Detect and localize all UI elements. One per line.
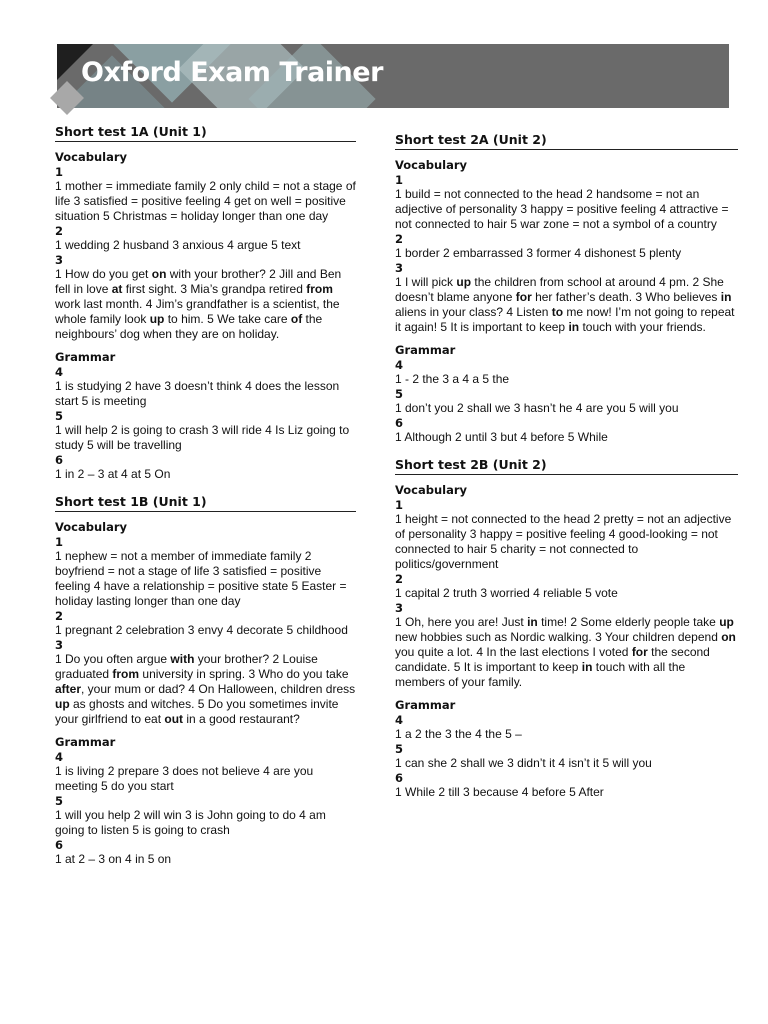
answer-keyword: in [568,320,580,334]
answer-text-part: 1 border 2 embarrassed 3 former 4 dishonest 5 plenty [395,246,682,260]
answer-keyword: after [55,682,82,696]
answer-keyword: in [581,660,593,674]
answer-text-part: 1 Although 2 until 3 but 4 before 5 While [395,430,608,444]
answer-keyword: up [719,615,734,629]
answer-text-part: as ghosts and witches. 5 Do you sometimes invite your girlfriend to eat [55,697,339,726]
answer-text [395,512,738,572]
section-title: Short test 1B (Unit 1) [55,494,356,512]
answer-text-part: 1 nephew = not a member of immediate family 2 boyfriend = not a stage of life 3 satisfied = positive feeling 4 have a relationship = positive state 5 Easter = holiday lasting longer than one day [55,549,347,608]
section-title: Short test 2A (Unit 2) [395,132,738,150]
vocabulary-heading: Vocabulary [55,520,128,534]
exercise-number: 4 [55,750,64,764]
answer-text [395,586,738,601]
answer-text-part: time! 2 Some elderly people take [537,615,720,629]
answer-text [55,852,356,867]
exercise-number: 6 [55,453,64,467]
answer-text [395,275,738,335]
answer-text-part: 1 Oh, here you are! Just [395,615,528,629]
answer-text [55,623,356,638]
vocabulary-heading: Vocabulary [55,150,128,164]
answer-keyword: with [170,652,195,666]
exercise-number: 4 [55,365,64,379]
exercise-number: 6 [395,416,404,430]
answer-text-part: , your mum or dad? 4 On Halloween, children dress [81,682,356,696]
answer-text [395,401,738,416]
answer-keyword: at [111,282,123,296]
answer-text [395,246,738,261]
answer-text-part: 1 wedding 2 husband 3 anxious 4 argue 5 text [55,238,301,252]
grammar-heading: Grammar [55,735,116,749]
answer-text-part: me now! I’m not going to repeat it again! 5 It is important to keep [395,305,735,334]
answer-text [55,764,356,794]
answer-text-part: 1 is studying 2 have 3 doesn’t think 4 does the lesson start 5 is meeting [55,379,340,408]
vocabulary-heading: Vocabulary [395,158,468,172]
answer-text-part: the neighbours’ dog when they are on holiday. [55,312,323,341]
answer-text-part: new hobbies such as Nordic walking. 3 Your children depend [395,630,722,644]
exercise-number: 4 [395,358,404,372]
answer-keyword: on [151,267,167,281]
exercise-number: 6 [55,838,64,852]
exercise-number: 3 [395,601,404,615]
answer-keyword: of [290,312,303,326]
header-banner [57,44,729,108]
answer-text-part: university in spring. 3 Who do you take [139,667,349,681]
exercise-number: 6 [395,771,404,785]
answer-keyword: out [164,712,184,726]
answer-text-part: 1 pregnant 2 celebration 3 envy 4 decorate 5 childhood [55,623,348,637]
exercise-number: 3 [395,261,404,275]
answer-keyword: on [721,630,736,644]
answer-text-part: 1 don’t you 2 shall we 3 hasn’t he 4 are you 5 will you [395,401,679,415]
answer-keyword: up [55,697,70,711]
exercise-number: 1 [55,535,64,549]
answer-text-part: 1 will help 2 is going to crash 3 will ride 4 Is Liz going to study 5 will be travelling [55,423,350,452]
answer-text-part: 1 capital 2 truth 3 worried 4 reliable 5 vote [395,586,618,600]
answer-text-part: 1 at 2 – 3 on 4 in 5 on [55,852,172,866]
answer-text-part: the second candidate. 5 It is important to keep [395,645,710,674]
grammar-heading: Grammar [395,343,456,357]
answer-text [395,727,738,742]
answer-text-part: 1 While 2 till 3 because 4 before 5 After [395,785,604,799]
answer-text-part: her father’s death. 3 Who believes [531,290,721,304]
answer-text [55,423,356,453]
answer-keyword: in [527,615,538,629]
exercise-number: 2 [395,232,404,246]
answer-keyword: from [306,282,333,296]
exercise-number: 3 [55,638,64,652]
answer-keyword: for [515,290,532,304]
answer-text [395,187,738,232]
answer-text [55,238,356,253]
answer-text [395,430,738,445]
answer-text-part: 1 can she 2 shall we 3 didn’t it 4 isn’t it 5 will you [395,756,652,770]
answer-keyword: up [149,312,165,326]
answer-text [395,372,738,387]
exercise-number: 2 [55,609,64,623]
answer-text [395,756,738,771]
answer-text-part: your brother? 2 Louise graduated [55,652,318,681]
answer-text-part: 1 I will pick [395,275,457,289]
answer-keyword: in [720,290,732,304]
answer-text-part: 1 height = not connected to the head 2 pretty = not an adjective of personality 3 happy = positive feeling 4 good-looking = not connected to hair 5 charity = not connected to politics/government [395,512,732,571]
answer-text-part: 1 How do you get [55,267,152,281]
section-short-test-1b [55,494,356,867]
answer-text-part: work last month. 4 Jim’s grandfather is a scientist, the whole family look [55,297,340,326]
answer-text-part: you quite a lot. 4 In the last elections I voted [395,645,632,659]
answer-text [395,785,738,800]
section-title: Short test 2B (Unit 2) [395,457,738,475]
answer-text [55,652,356,727]
answer-text [55,549,356,609]
exercise-number: 5 [395,742,404,756]
answer-text [55,379,356,409]
grammar-heading: Grammar [395,698,456,712]
section-title: Short test 1A (Unit 1) [55,124,356,142]
answer-keyword: up [456,275,472,289]
exercise-number: 5 [395,387,404,401]
section-short-test-1a [55,124,356,482]
answer-text-part: first sight. 3 Mia’s grandpa retired [122,282,307,296]
answer-text [55,467,356,482]
left-column [55,124,356,873]
section-short-test-2b [395,457,738,800]
answer-text-part: touch with all the members of your family. [395,660,686,689]
exercise-number: 3 [55,253,64,267]
answer-text [55,267,356,342]
answer-text-part: touch with your friends. [579,320,706,334]
answer-text-part: 1 Do you often argue [55,652,171,666]
exercise-number: 2 [395,572,404,586]
exercise-number: 5 [55,409,64,423]
answer-text-part: in a good restaurant? [183,712,300,726]
answer-text-part: 1 will you help 2 will win 3 is John going to do 4 am going to listen 5 is going to crash [55,808,326,837]
right-column [395,132,738,806]
answer-keyword: from [112,667,140,681]
answer-text-part: to him. 5 We take care [164,312,291,326]
answer-text-part: aliens in your class? 4 Listen [395,305,552,319]
page-title: Oxford Exam Trainer [81,57,383,88]
answer-text-part: 1 is living 2 prepare 3 does not believe 4 are you meeting 5 do you start [55,764,314,793]
answer-text [55,808,356,838]
answer-text-part: with your brother? 2 Jill and Ben fell in love [55,267,342,296]
exercise-number: 1 [55,165,64,179]
exercise-number: 1 [395,498,404,512]
answer-text [55,179,356,224]
exercise-number: 2 [55,224,64,238]
exercise-number: 5 [55,794,64,808]
answer-text [395,615,738,690]
answer-text-part: 1 - 2 the 3 a 4 a 5 the [395,372,510,386]
grammar-heading: Grammar [55,350,116,364]
vocabulary-heading: Vocabulary [395,483,468,497]
section-short-test-2a [395,132,738,445]
answer-keyword: to [551,305,564,319]
answer-text-part: 1 a 2 the 3 the 4 the 5 – [395,727,522,741]
answer-text-part: 1 in 2 – 3 at 4 at 5 On [55,467,171,481]
answer-keyword: for [631,645,648,659]
exercise-number: 1 [395,173,404,187]
exercise-number: 4 [395,713,404,727]
answer-text-part: the children from school at around 4 pm. 2 She doesn’t blame anyone [395,275,724,304]
answer-text-part: 1 mother = immediate family 2 only child = not a stage of life 3 satisfied = positive feeling 4 get on well = positive situation 5 Christmas = holiday longer than one day [55,179,356,223]
answer-text-part: 1 build = not connected to the head 2 handsome = not an adjective of personality 3 happy = positive feeling 4 attractive = not connected to hair 5 war zone = not a symbol of a country [395,187,729,231]
